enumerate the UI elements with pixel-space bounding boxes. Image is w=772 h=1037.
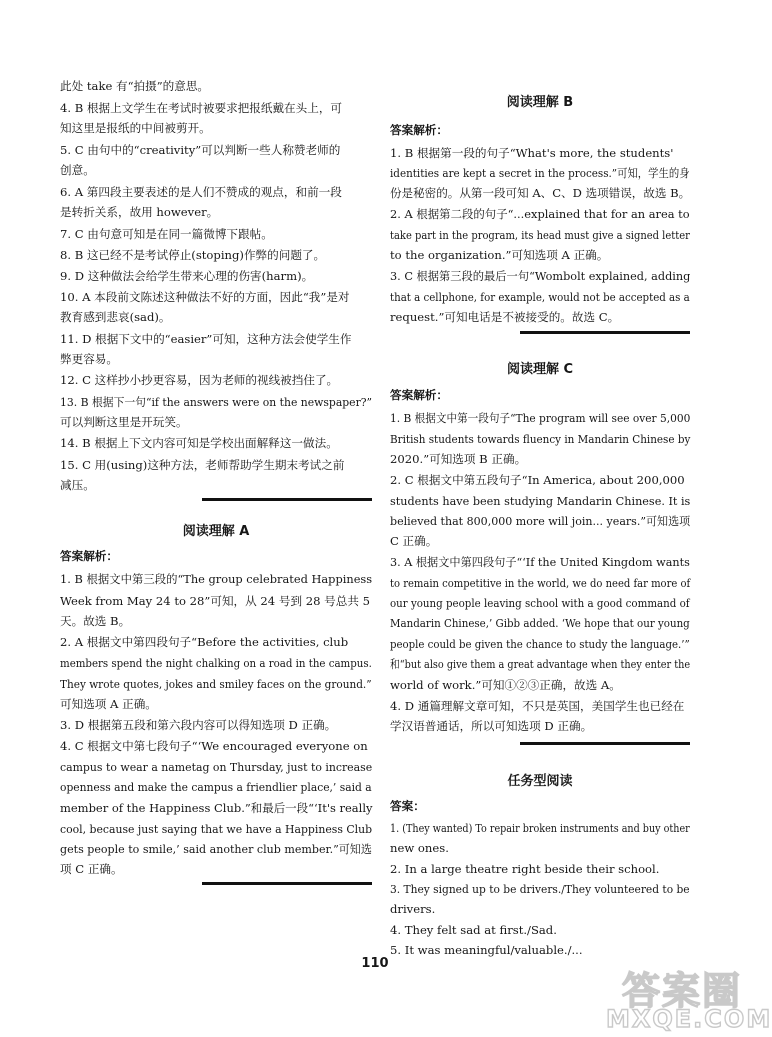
text-line: 1. B 根据文中第三段的“The group celebrated Happiness bbox=[60, 572, 373, 586]
text-line: Week from May 24 to 28”可知，从 24 号到 28 号总共 5 bbox=[60, 594, 371, 608]
text-line: 1. (They wanted) To repair broken instruments and buy other bbox=[390, 821, 690, 835]
text-line: 份是秘密的。从第一段可知 A、C、D 选项错误，故选 B。 bbox=[390, 186, 691, 200]
text-line: 减压。 bbox=[60, 478, 95, 492]
text-line: 7. C 由句意可知是在同一篇微博下跟帖。 bbox=[60, 227, 273, 241]
answer-label: 答案解析： bbox=[390, 123, 448, 137]
text-line: to the organization.”可知选项 A 正确。 bbox=[390, 248, 609, 262]
text-line: believed that 800,000 more will join... years.”可知选项 bbox=[390, 514, 691, 528]
text-line: 8. B 这已经不是考试停止(stoping)作弊的问题了。 bbox=[60, 248, 326, 262]
text-line: drivers. bbox=[390, 902, 436, 916]
text-line: British students towards fluency in Mandarin Chinese by bbox=[390, 432, 691, 446]
text-line: 2. In a large theatre right beside their school. bbox=[390, 862, 660, 876]
text-line: 可知选项 A 正确。 bbox=[60, 697, 157, 711]
section-divider bbox=[202, 882, 372, 885]
text-line: 11. D 根据下文中的“easier”可知，这种方法会使学生作 bbox=[60, 332, 352, 346]
section-heading-reading-a: 阅读理解 A bbox=[182, 524, 250, 539]
text-line: 10. A 本段前文陈述这种做法不好的方面，因此“我”是对 bbox=[60, 290, 350, 304]
text-line: cool, because just saying that we have a Happiness Club bbox=[60, 822, 373, 836]
text-line: 6. A 第四段主要表述的是人们不赞成的观点，和前一段 bbox=[60, 185, 342, 199]
text-line: 1. B 根据第一段的句子“What's more, the students' bbox=[390, 146, 674, 160]
text-line: 1. B 根据文中第一段句子“The program will see over 5,000 bbox=[390, 411, 691, 425]
text-line: 是转折关系，故用 however。 bbox=[60, 205, 219, 219]
text-line: 5. C 由句中的“creativity”可以判断一些人称赞老师的 bbox=[60, 143, 341, 157]
answer-label: 答案解析： bbox=[60, 549, 118, 563]
text-line: 天。故选 B。 bbox=[60, 614, 131, 628]
text-line: 教育感到悲哀(sad)。 bbox=[60, 310, 171, 324]
text-line: that a cellphone, for example, would not be accepted as a bbox=[390, 290, 690, 304]
text-line: new ones. bbox=[390, 841, 449, 855]
text-line: 2. A 根据第二段的句子“...explained that for an area to bbox=[390, 207, 690, 221]
text-line: 4. C 根据文中第七段句子“‘We encouraged everyone on bbox=[60, 739, 368, 753]
text-line: 弊更容易。 bbox=[60, 352, 118, 366]
text-line: students have been studying Mandarin Chinese. It is bbox=[390, 494, 691, 508]
text-line: 3. C 根据第三段的最后一句“Wombolt explained, adding bbox=[390, 269, 691, 283]
text-line: 3. A 根据文中第四段句子“‘If the United Kingdom wants bbox=[390, 555, 690, 569]
text-line: 创意。 bbox=[60, 163, 95, 177]
text-line: 12. C 这样抄小抄更容易，因为老师的视线被挡住了。 bbox=[60, 373, 339, 387]
text-line: 4. B 根据上文学生在考试时被要求把报纸戴在头上，可 bbox=[60, 101, 343, 115]
section-divider bbox=[202, 498, 372, 501]
page-number: 110 bbox=[361, 956, 389, 971]
text-line: 2020.”可知选项 B 正确。 bbox=[390, 452, 527, 466]
text-line: identities are kept a secret in the process.”可知，学生的身 bbox=[390, 166, 690, 180]
section-heading-reading-c: 阅读理解 C bbox=[506, 362, 574, 377]
section-divider bbox=[520, 742, 690, 745]
text-line: 项 C 正确。 bbox=[60, 862, 123, 876]
text-line: 此处 take 有“拍摄”的意思。 bbox=[60, 79, 210, 93]
text-line: member of the Happiness Club.”和最后一段“‘It's really bbox=[60, 801, 373, 815]
text-line: world of work.”可知①②③正确，故选 A。 bbox=[390, 678, 621, 692]
text-line: 学汉语普通话，所以可知选项 D 正确。 bbox=[390, 719, 593, 733]
text-line: take part in the program, its head must give a signed letter bbox=[390, 228, 690, 242]
text-line: 3. They signed up to be drivers./They volunteered to be bbox=[390, 882, 690, 896]
section-divider bbox=[520, 331, 690, 334]
text-line: 14. B 根据上下文内容可知是学校出面解释这一做法。 bbox=[60, 436, 338, 450]
text-line: 4. They felt sad at first./Sad. bbox=[390, 923, 557, 937]
text-line: gets people to smile,’ said another club member.”可知选 bbox=[60, 842, 372, 856]
text-line: openness and make the campus a friendlier place,’ said a bbox=[60, 780, 372, 794]
section-heading-reading-b: 阅读理解 B bbox=[506, 95, 574, 110]
text-line: 5. It was meaningful/valuable./... bbox=[390, 943, 583, 957]
text-line: people could be given the chance to study the language.’” bbox=[390, 637, 690, 651]
answer-label: 答案解析： bbox=[390, 388, 448, 402]
text-line: 2. C 根据文中第五段句子“In America, about 200,000 bbox=[390, 473, 685, 487]
text-line: to remain competitive in the world, we do need far more of bbox=[390, 576, 691, 590]
watermark-logo: 答案圈 bbox=[622, 969, 743, 1013]
text-line: 15. C 用(using)这种方法，老师帮助学生期末考试之前 bbox=[60, 458, 345, 472]
text-line: 知这里是报纸的中间被剪开。 bbox=[60, 121, 211, 135]
text-line: our young people leaving school with a good command of bbox=[390, 596, 690, 610]
text-line: They wrote quotes, jokes and smiley faces on the ground.” bbox=[60, 677, 372, 691]
text-line: 4. D 通篇理解文章可知，不只是英国，美国学生也已经在 bbox=[390, 699, 685, 713]
text-line: 和“but also give them a great advantage when they enter the bbox=[390, 657, 691, 671]
answer-label: 答案： bbox=[390, 799, 425, 813]
text-line: 13. B 根据下一句“if the answers were on the newspaper?” bbox=[60, 395, 373, 409]
text-line: 3. D 根据第五段和第六段内容可以得知选项 D 正确。 bbox=[60, 718, 337, 732]
text-line: members spend the night chalking on a road in the campus. bbox=[60, 656, 372, 670]
text-line: request.”可知电话是不被接受的。故选 C。 bbox=[390, 310, 620, 324]
text-line: campus to wear a nametag on Thursday, just to increase bbox=[60, 760, 373, 774]
text-line: C 正确。 bbox=[390, 534, 438, 548]
section-heading-task-reading: 任务型阅读 bbox=[507, 774, 573, 789]
watermark-url: MXQE.COM bbox=[606, 1005, 772, 1033]
text-line: 2. A 根据文中第四段句子“Before the activities, club bbox=[60, 635, 349, 649]
text-line: Mandarin Chinese,’ Gibb added. ‘We hope that our young bbox=[390, 616, 690, 630]
text-line: 9. D 这种做法会给学生带来心理的伤害(harm)。 bbox=[60, 269, 314, 283]
text-line: 可以判断这里是开玩笑。 bbox=[60, 415, 188, 429]
